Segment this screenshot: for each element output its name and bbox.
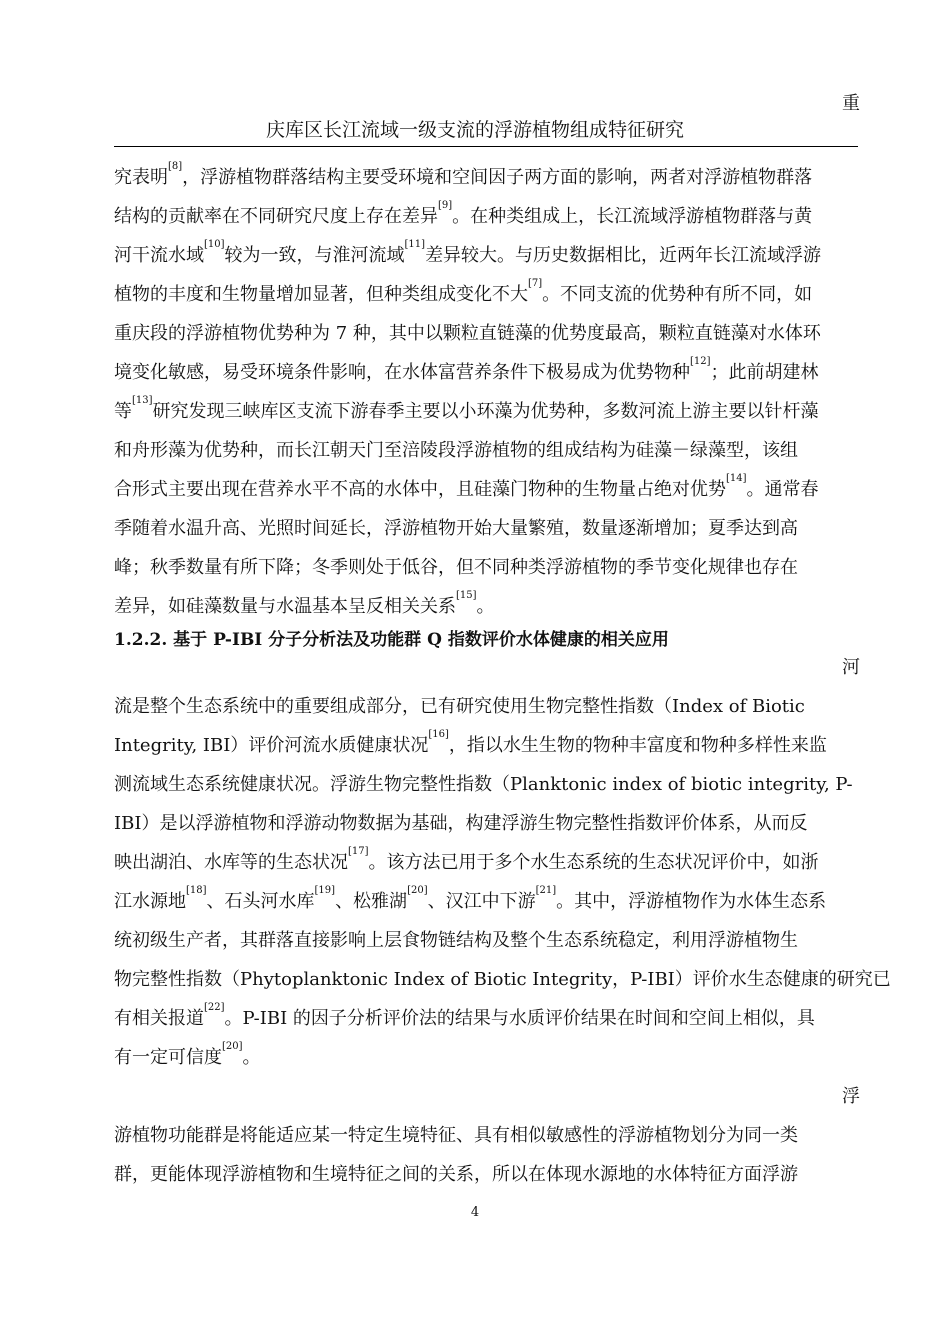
text-run: 境变化敏感，易受环境条件影响，在水体富营养条件下极易成为优势物种 (114, 362, 690, 383)
text-run: 流是整个生态系统中的重要组成部分，已有研究使用生物完整性指数（Index of Biotic (114, 696, 805, 717)
text-line (114, 470, 858, 509)
text-line (114, 353, 858, 392)
text-run: 、石头河水库 (206, 891, 315, 912)
text-line (114, 999, 858, 1038)
text-run: 研究发现三峡库区支流下游春季主要以小环藻为优势种，多数河流上游主要以针杆藻 (152, 401, 819, 422)
text-run: 和舟形藻为优势种，而长江朝天门至涪陵段浮游植物的组成结构为硅藻－绿藻型，该组 (114, 440, 798, 461)
text-line (114, 1116, 858, 1155)
citation-marker: [22] (204, 1002, 225, 1013)
text-run: 等 (114, 401, 132, 422)
text-run: 。其中，浮游植物作为水体生态系 (556, 891, 827, 912)
text-line (114, 548, 858, 587)
header-divider (114, 146, 858, 147)
text-line (114, 765, 858, 804)
text-run: 映出湖泊、水库等的生态状况 (114, 852, 348, 873)
text-line (114, 392, 858, 431)
citation-marker: [10] (204, 239, 225, 250)
text-run: 差异较大。与历史数据相比，近两年长江流域浮游 (425, 245, 822, 266)
running-header-title: 庆库区长江流域一级支流的浮游植物组成特征研究 (265, 119, 684, 141)
paragraph-2 (114, 687, 891, 1077)
text-run: 植物的丰度和生物量增加显著，但种类组成变化不大 (114, 284, 528, 305)
text-run: 。该方法已用于多个水生态系统的生态状况评价中，如浙 (368, 852, 819, 873)
text-line (114, 1038, 858, 1077)
text-run: 有相关报道 (114, 1008, 204, 1029)
text-line (114, 431, 858, 470)
paragraph-3-lead-char: 浮 (842, 1086, 860, 1107)
text-run: 。 (242, 1047, 261, 1068)
section-heading: 1.2.2. 基于 P-IBI 分子分析法及功能群 Q 指数评价水体健康的相关应用 (114, 630, 669, 650)
text-run: 物完整性指数（Phytoplanktonic Index of Biotic Integrity，P-IBI）评价水生态健康的研究已 (114, 969, 891, 990)
text-run: ，指以水生生物的物种丰富度和物种多样性来监 (448, 735, 827, 756)
citation-marker: [11] (404, 239, 426, 250)
text-run: 重庆段的浮游植物优势种为 7 种，其中以颗粒直链藻的优势度最高，颗粒直链藻对水体环 (114, 323, 821, 344)
text-line (114, 197, 858, 236)
page-number: 4 (470, 1205, 480, 1220)
citation-marker: [9] (438, 200, 453, 211)
text-run: 较为一致，与淮河流域 (224, 245, 405, 266)
text-line (114, 158, 858, 197)
paragraph-2-lead-char: 河 (842, 657, 860, 678)
header-lead-char: 重 (842, 93, 860, 114)
paragraph-3 (114, 1116, 858, 1194)
citation-marker: [20] (407, 885, 428, 896)
text-run: 峰；秋季数量有所下降；冬季则处于低谷，但不同种类浮游植物的季节变化规律也存在 (114, 557, 798, 578)
text-run: 合形式主要出现在营养水平不高的水体中，且硅藻门物种的生物量占绝对优势 (114, 479, 726, 500)
citation-marker: [15] (456, 590, 477, 601)
text-run: 季随着水温升高、光照时间延长，浮游植物开始大量繁殖，数量逐渐增加；夏季达到高 (114, 518, 798, 539)
text-run: 、汉江中下游 (427, 891, 536, 912)
citation-marker: [20] (222, 1041, 243, 1052)
text-line (114, 587, 858, 626)
text-run: 。通常春 (746, 479, 819, 500)
citation-marker: [17] (348, 846, 369, 857)
text-run: 。 (476, 596, 495, 617)
text-run: 测流域生态系统健康状况。浮游生物完整性指数（Planktonic index of biotic integrity, P- (114, 774, 853, 795)
text-line (114, 882, 858, 921)
text-run: 、松雅湖 (335, 891, 408, 912)
text-run: ，浮游植物群落结构主要受环境和空间因子两方面的影响，两者对浮游植物群落 (182, 167, 813, 188)
text-run: 究表明 (114, 167, 168, 188)
text-line (114, 843, 858, 882)
text-run: IBI）是以浮游植物和浮游动物数据为基础，构建浮游生物完整性指数评价体系，从而反 (114, 813, 808, 834)
citation-marker: [12] (690, 356, 711, 367)
text-line (114, 236, 858, 275)
text-run: 。不同支流的优势种有所不同，如 (542, 284, 813, 305)
text-line (114, 687, 858, 726)
text-run: 有一定可信度 (114, 1047, 222, 1068)
text-line (114, 960, 891, 999)
citation-marker: [19] (314, 885, 336, 896)
text-line (114, 509, 858, 548)
text-run: Integrity, IBI）评价河流水质健康状况 (114, 735, 429, 756)
citation-marker: [7] (528, 278, 543, 289)
citation-marker: [14] (726, 473, 747, 484)
text-run: 统初级生产者，其群落直接影响上层食物链结构及整个生态系统稳定，利用浮游植物生 (114, 930, 798, 951)
text-run: 游植物功能群是将能适应某一特定生境特征、具有相似敏感性的浮游植物划分为同一类 (114, 1125, 798, 1146)
text-run: 差异，如硅藻数量与水温基本呈反相关关系 (114, 596, 456, 617)
citation-marker: [21] (535, 885, 557, 896)
text-line (114, 314, 858, 353)
citation-marker: [13] (132, 395, 153, 406)
text-run: 。在种类组成上，长江流域浮游植物群落与黄 (452, 206, 813, 227)
text-line (114, 1155, 858, 1194)
text-line (114, 804, 858, 843)
citation-marker: [8] (168, 161, 183, 172)
citation-marker: [18] (186, 885, 207, 896)
text-line (114, 921, 858, 960)
text-run: 。P-IBI 的因子分析评价法的结果与水质评价结果在时间和空间上相似，具 (224, 1008, 815, 1029)
citation-marker: [16] (428, 729, 449, 740)
paragraph-1 (114, 158, 858, 626)
text-run: 河干流水域 (114, 245, 204, 266)
text-line (114, 726, 858, 765)
text-run: 江水源地 (114, 891, 186, 912)
text-line (114, 275, 858, 314)
text-run: 结构的贡献率在不同研究尺度上存在差异 (114, 206, 438, 227)
text-run: ；此前胡建林 (710, 362, 819, 383)
text-run: 群，更能体现浮游植物和生境特征之间的关系，所以在体现水源地的水体特征方面浮游 (114, 1164, 798, 1185)
